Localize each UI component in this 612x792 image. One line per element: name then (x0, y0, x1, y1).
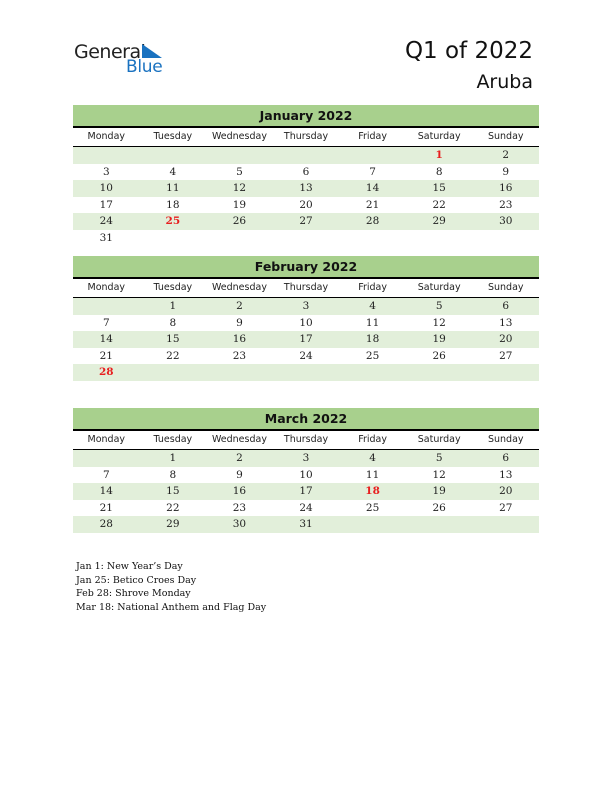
day-cell (140, 364, 207, 381)
day-cell: 7 (102, 468, 110, 481)
weekday-label: Friday (358, 434, 387, 445)
weekday-label: Thursday (283, 434, 329, 445)
week-row (73, 467, 539, 484)
day-cell: 26 (432, 349, 446, 362)
week-row (73, 315, 539, 332)
day-cell: 30 (232, 518, 247, 531)
day-cell: 21 (365, 198, 380, 211)
day-cell: 4 (369, 300, 376, 312)
day-cell: 23 (232, 501, 247, 514)
day-cell (339, 147, 406, 164)
weekday-label: Wednesday (211, 434, 267, 445)
day-cell: 23 (499, 198, 513, 211)
day-cell: 16 (232, 485, 247, 498)
day-cell: 15 (166, 485, 180, 498)
day-cell (406, 364, 473, 381)
day-cell: 7 (102, 316, 110, 329)
day-cell: 14 (99, 485, 113, 498)
weekday-header-row (73, 279, 539, 298)
day-cell: 6 (302, 165, 310, 178)
day-cell: 22 (166, 501, 180, 514)
day-cell: 9 (236, 468, 243, 481)
day-cell: 30 (499, 215, 513, 228)
week-row (73, 180, 539, 197)
day-cell: 7 (369, 165, 376, 178)
weekday-label: Sunday (487, 282, 524, 293)
day-cell: 19 (432, 333, 446, 346)
day-cell (339, 516, 406, 533)
day-cell: 24 (299, 501, 313, 514)
day-cell: 11 (365, 316, 380, 329)
holiday-notes (76, 560, 266, 614)
day-cell: 13 (299, 182, 313, 195)
day-cell (273, 364, 340, 381)
week-row (73, 483, 539, 500)
day-cell: 28 (99, 518, 113, 531)
holiday-note: Mar 18: National Anthem and Flag Day (76, 601, 267, 613)
weekday-label: Monday (87, 434, 126, 445)
day-cell: 6 (502, 300, 510, 312)
day-cell (339, 230, 406, 247)
day-cell: 4 (169, 165, 177, 178)
day-cell: 20 (499, 485, 513, 498)
day-cell: 19 (232, 198, 247, 211)
holiday-day-cell: 28 (98, 366, 114, 379)
day-cell: 1 (169, 300, 177, 312)
day-cell (140, 230, 207, 247)
day-cell: 9 (502, 165, 510, 178)
day-cell: 23 (232, 349, 247, 362)
month-block (73, 408, 539, 533)
month-title: March 2022 (73, 408, 539, 431)
day-cell: 17 (299, 333, 313, 346)
day-cell: 22 (432, 198, 446, 211)
day-cell: 2 (502, 149, 510, 161)
day-cell (472, 364, 539, 381)
week-row (73, 147, 539, 164)
day-cell: 9 (236, 316, 243, 329)
day-cell: 2 (236, 452, 243, 464)
day-cell: 8 (435, 165, 443, 178)
day-cell (206, 147, 273, 164)
weekday-label: Thursday (283, 131, 329, 142)
week-row (73, 230, 539, 247)
week-row (73, 164, 539, 181)
week-row (73, 331, 539, 348)
general-blue-logo (74, 41, 174, 81)
day-cell (206, 364, 273, 381)
weekday-label: Wednesday (211, 131, 267, 142)
day-cell: 3 (302, 300, 310, 312)
day-cell: 25 (365, 501, 380, 514)
day-cell: 3 (302, 452, 310, 464)
day-cell (273, 147, 340, 164)
month-block (73, 256, 539, 381)
day-cell: 13 (499, 468, 513, 481)
day-cell: 10 (99, 182, 113, 195)
weekday-label: Friday (358, 282, 387, 293)
day-cell: 25 (365, 349, 380, 362)
week-row (73, 298, 539, 315)
day-cell: 2 (236, 300, 243, 312)
day-cell: 29 (432, 215, 446, 228)
day-cell: 15 (432, 182, 446, 195)
day-cell: 31 (99, 231, 113, 244)
day-cell (339, 364, 406, 381)
weekday-label: Monday (87, 131, 126, 142)
weekday-label: Sunday (487, 131, 524, 142)
holiday-day-cell: 1 (435, 149, 443, 161)
day-cell: 14 (365, 182, 380, 195)
day-cell: 1 (169, 452, 177, 464)
month-title: January 2022 (73, 105, 539, 128)
day-cell (140, 147, 207, 164)
weekday-label: Saturday (417, 282, 461, 293)
logo-word-general: General (74, 41, 146, 63)
day-cell: 6 (502, 452, 510, 464)
weekday-label: Monday (87, 282, 126, 293)
week-row (73, 197, 539, 214)
day-cell: 22 (166, 349, 180, 362)
day-cell: 31 (299, 518, 313, 531)
week-row (73, 450, 539, 467)
day-cell: 5 (435, 300, 443, 312)
holiday-day-cell: 18 (365, 485, 380, 498)
day-cell: 20 (299, 198, 313, 211)
day-cell: 14 (99, 333, 113, 346)
day-cell (273, 230, 340, 247)
day-cell: 29 (166, 518, 180, 531)
logo-word-blue: Blue (126, 57, 163, 77)
day-cell: 27 (499, 501, 513, 514)
day-cell: 27 (299, 215, 313, 228)
day-cell: 13 (499, 316, 513, 329)
day-cell: 24 (299, 349, 313, 362)
weekday-header-row (73, 431, 539, 450)
month-block (73, 105, 539, 247)
day-cell (406, 516, 473, 533)
holiday-note: Jan 1: New Year’s Day (76, 561, 183, 572)
day-cell: 5 (236, 165, 243, 178)
day-cell: 5 (435, 452, 443, 464)
holiday-note: Jan 25: Betico Croes Day (76, 574, 197, 586)
day-cell: 11 (166, 182, 180, 195)
day-cell: 19 (432, 485, 446, 498)
day-cell: 11 (365, 468, 380, 481)
day-cell: 27 (499, 349, 513, 362)
day-cell: 10 (299, 468, 313, 481)
day-cell: 24 (99, 215, 113, 228)
day-cell: 8 (169, 316, 177, 329)
weekday-label: Friday (358, 131, 387, 142)
week-row (73, 348, 539, 365)
day-cell (206, 230, 273, 247)
weekday-label: Sunday (487, 434, 524, 445)
day-cell: 10 (299, 316, 313, 329)
day-cell: 28 (365, 215, 380, 228)
week-row (73, 213, 539, 230)
country-name: Aruba (476, 71, 533, 93)
week-row (73, 364, 539, 381)
weekday-label: Saturday (417, 434, 461, 445)
day-cell (73, 147, 140, 164)
day-cell (406, 230, 473, 247)
day-cell: 21 (99, 349, 113, 362)
page-title: Q1 of 2022 (404, 38, 533, 64)
holiday-note: Feb 28: Shrove Monday (76, 588, 191, 600)
day-cell: 15 (166, 333, 180, 346)
day-cell: 21 (99, 501, 113, 514)
day-cell (73, 450, 140, 467)
day-cell: 3 (102, 165, 110, 178)
weekday-label: Tuesday (153, 434, 193, 445)
weekday-label: Tuesday (153, 282, 193, 293)
weekday-label: Thursday (283, 282, 329, 293)
day-cell: 16 (499, 182, 513, 195)
day-cell: 18 (365, 333, 380, 346)
weekday-label: Wednesday (211, 282, 267, 293)
day-cell: 20 (499, 333, 513, 346)
day-cell (472, 516, 539, 533)
weekday-header-row (73, 128, 539, 147)
month-title: February 2022 (73, 256, 539, 279)
week-row (73, 516, 539, 533)
day-cell: 4 (369, 452, 376, 464)
day-cell: 12 (232, 182, 247, 195)
day-cell (472, 230, 539, 247)
day-cell (73, 298, 140, 315)
day-cell: 17 (99, 198, 113, 211)
day-cell: 16 (232, 333, 247, 346)
logo-triangle-icon (142, 44, 162, 58)
holiday-day-cell: 25 (165, 215, 181, 228)
day-cell: 17 (299, 485, 313, 498)
weekday-label: Tuesday (153, 131, 193, 142)
day-cell: 8 (169, 468, 177, 481)
day-cell: 12 (432, 316, 446, 329)
day-cell: 26 (432, 501, 446, 514)
weekday-label: Saturday (417, 131, 461, 142)
week-row (73, 500, 539, 517)
day-cell: 26 (232, 215, 247, 228)
day-cell: 12 (432, 468, 446, 481)
day-cell: 18 (166, 198, 180, 211)
